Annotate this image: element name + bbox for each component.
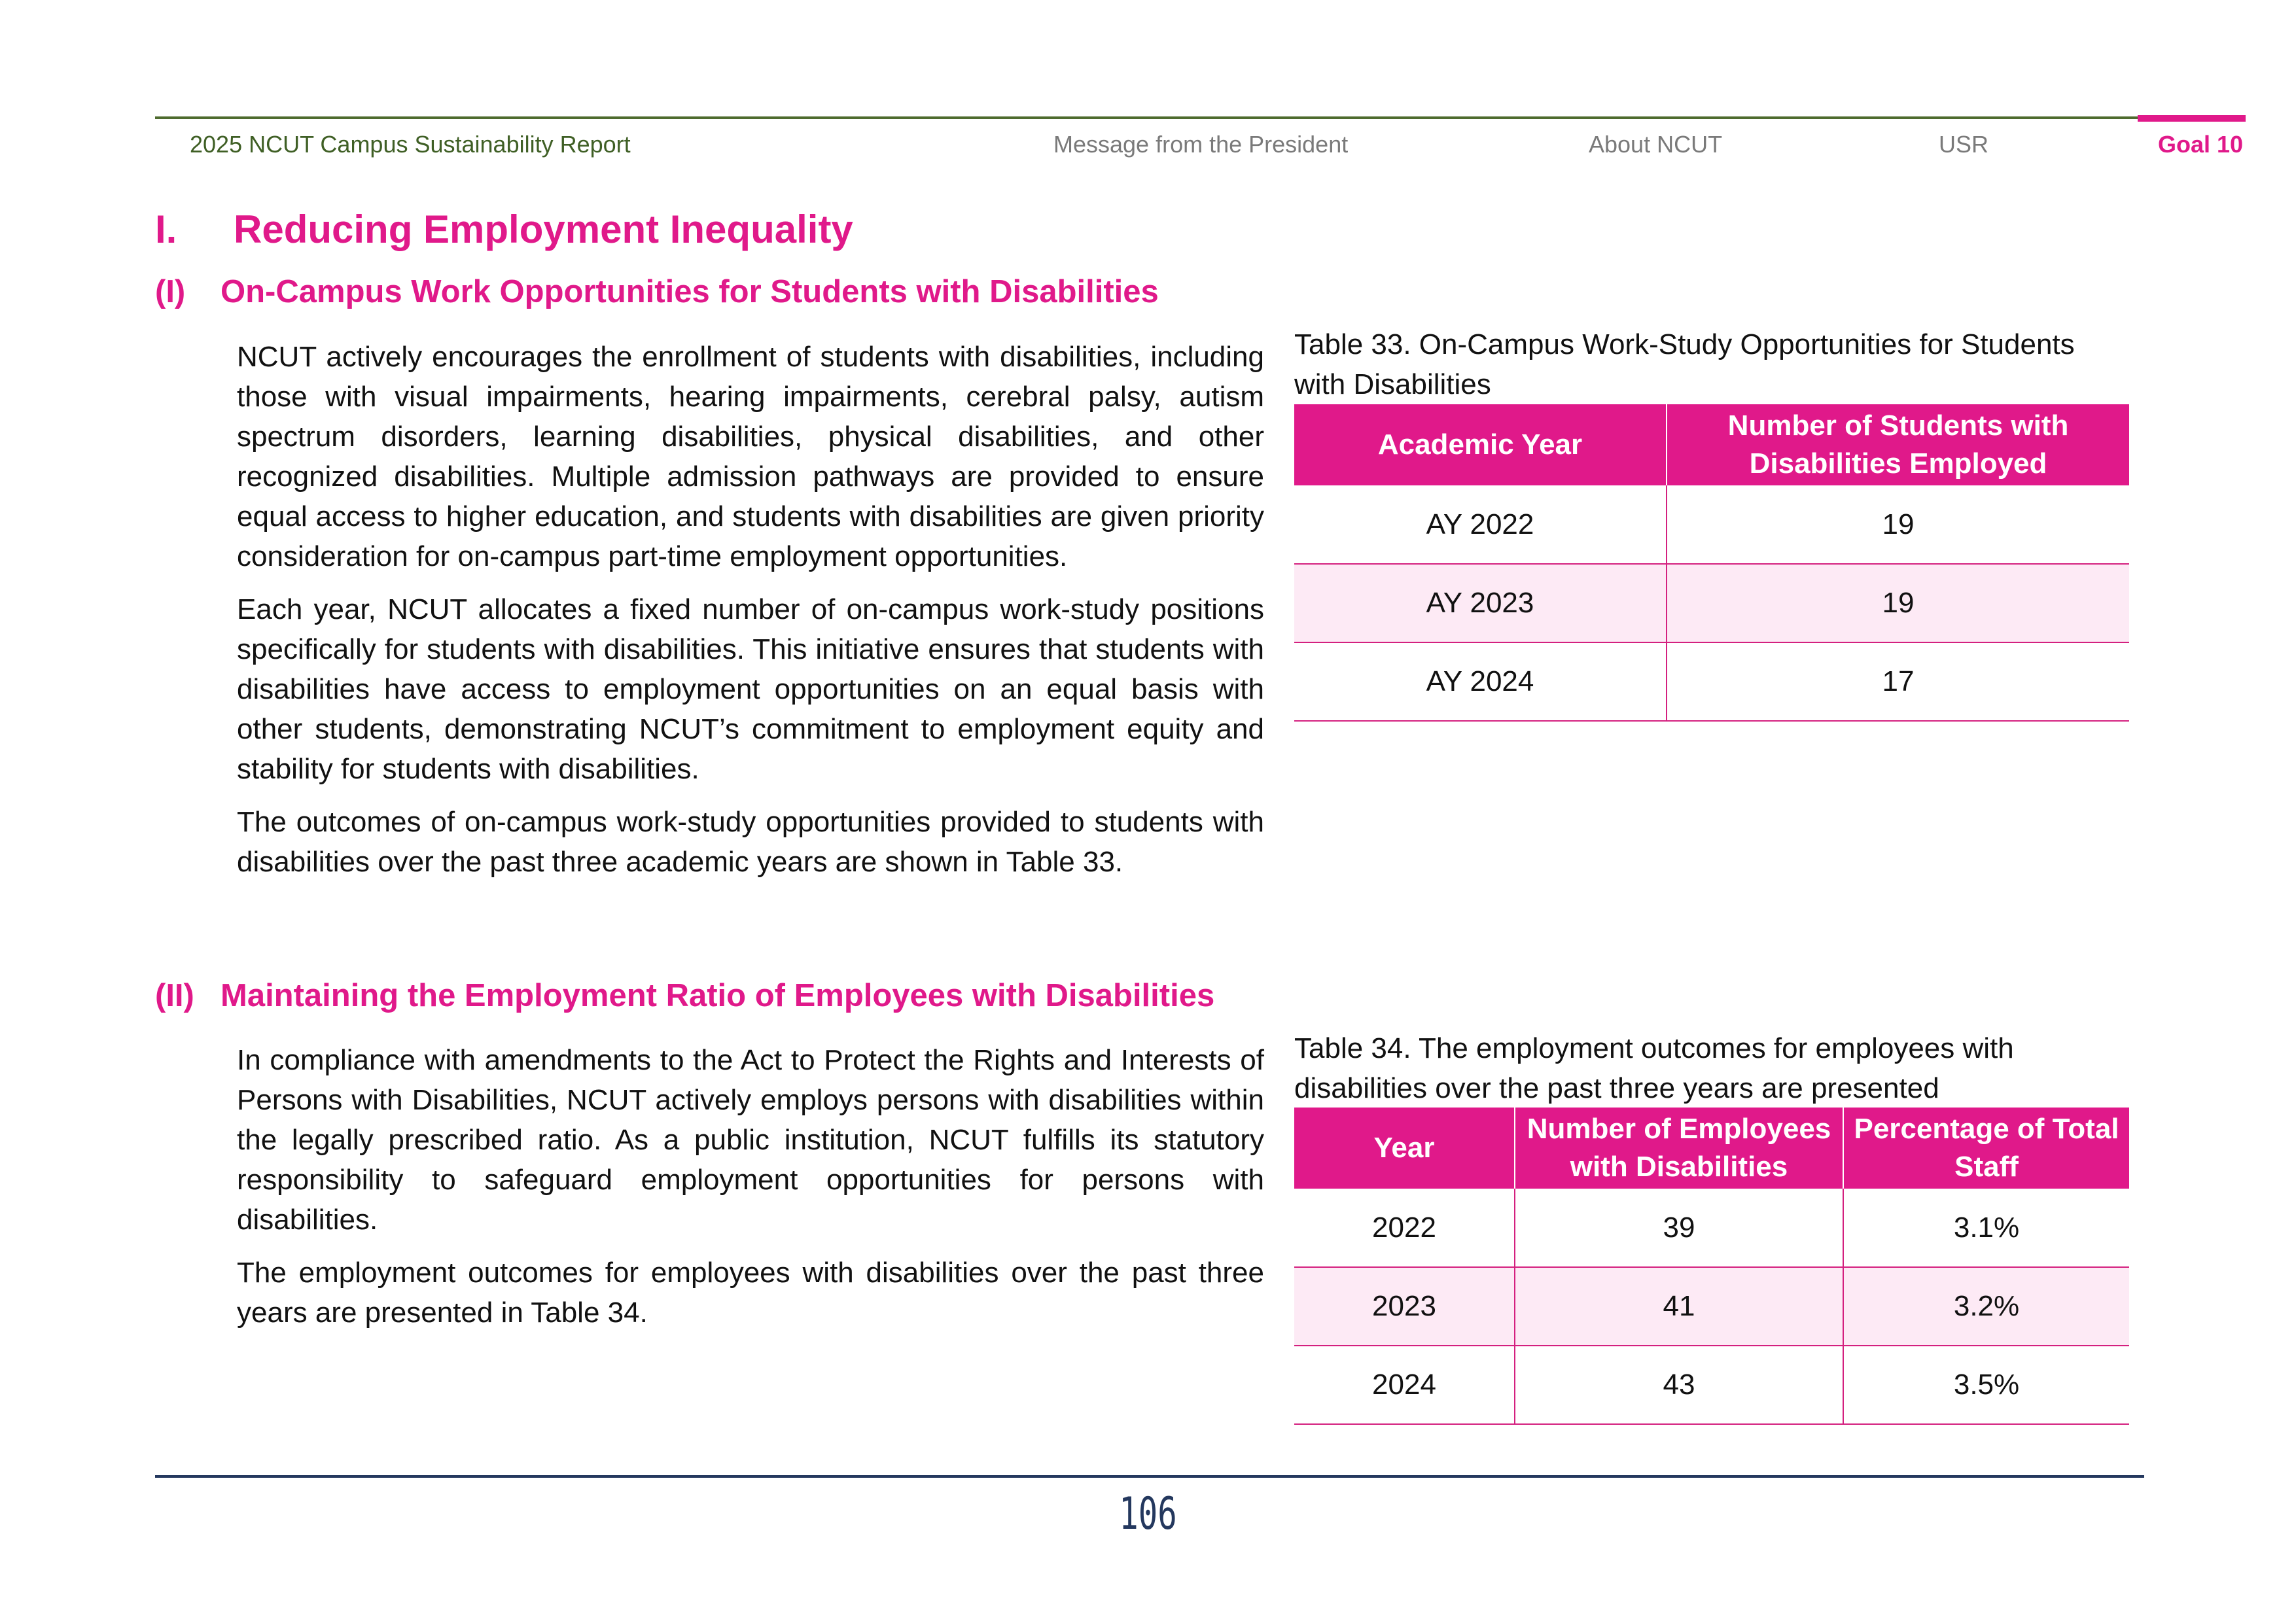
table-header-cell: Percentage of Total Staff <box>1843 1108 2129 1189</box>
nav-about-ncut[interactable]: About NCUT <box>1589 131 1723 158</box>
table-cell: AY 2024 <box>1294 642 1667 721</box>
nav-usr[interactable]: USR <box>1939 131 1989 158</box>
table-cell: 2023 <box>1294 1267 1515 1346</box>
table-cell: 3.1% <box>1843 1189 2129 1267</box>
nav-message-from-president[interactable]: Message from the President <box>1053 131 1349 158</box>
table-cell: 2022 <box>1294 1189 1515 1267</box>
table-header-cell: Academic Year <box>1294 404 1667 485</box>
table-row <box>1294 1267 2129 1346</box>
table-34-caption: Table 34. The employment outcomes for employees with disabilities over the past three years are presented <box>1294 1032 2014 1104</box>
paragraph: The outcomes of on-campus work-study opportunities provided to students with disabilities over the past three academic years are shown in Table 33. <box>237 806 1264 878</box>
table-cell: 19 <box>1667 485 2129 564</box>
table-row <box>1294 1346 2129 1424</box>
paragraph: Each year, NCUT allocates a fixed number of on-campus work-study positions specifically for students with disabilities. This initiative ensures that students with disabilities have access to employment opportunities on an equal basis with other students, demonstrating NCUT’s commitment to employment equity and stability for students with disabilities. <box>237 593 1264 785</box>
subsection-1-heading <box>155 273 1159 310</box>
paragraph: NCUT actively encourages the enrollment of students with disabilities, including those with visual impairments, hearing impairments, cerebral palsy, autism spectrum disorders, learning disabilities, physical disabilities, and other recognized disabilities. Multiple admission pathways are provided to ensure equal access to higher education, and students with disabilities are given priority consideration for on-campus part-time employment opportunities. <box>237 341 1264 572</box>
subsection-2-heading <box>155 977 1214 1014</box>
table-row <box>1294 564 2129 642</box>
table-header-cell: Number of Employees with Disabilities <box>1515 1108 1843 1189</box>
paragraph: The employment outcomes for employees with disabilities over the past three years are presented in Table 34. <box>237 1257 1264 1329</box>
table-row <box>1294 642 2129 721</box>
subsection-2-body <box>237 1040 1264 1346</box>
table-cell: 41 <box>1515 1267 1843 1346</box>
subsection-1-title: On-Campus Work Opportunities for Students with Disabilities <box>221 274 1159 309</box>
table-header-cell: Year <box>1294 1108 1515 1189</box>
table-header-cell: Number of Students with Disabilities Employed <box>1667 404 2129 485</box>
table-34 <box>1294 1108 2129 1425</box>
table-cell: AY 2022 <box>1294 485 1667 564</box>
section-heading <box>155 207 853 252</box>
table-cell: 19 <box>1667 564 2129 642</box>
header-rule <box>155 116 2138 119</box>
section-title: Reducing Employment Inequality <box>234 207 853 251</box>
table-33-caption: Table 33. On-Campus Work-Study Opportunities for Students with Disabilities <box>1294 328 2075 400</box>
table-cell: AY 2023 <box>1294 564 1667 642</box>
subsection-2-title: Maintaining the Employment Ratio of Employees with Disabilities <box>221 978 1215 1013</box>
table-cell: 2024 <box>1294 1346 1515 1424</box>
table-cell: 43 <box>1515 1346 1843 1424</box>
goal-tab-marker <box>2138 115 2246 122</box>
table-cell: 3.2% <box>1843 1267 2129 1346</box>
paragraph: In compliance with amendments to the Act to Protect the Rights and Interests of Persons with Disabilities, NCUT actively employs persons with disabilities within the legally prescribed ratio. As a public institution, NCUT fulfills its statutory responsibility to safeguard employment opportunities for persons with disabilities. <box>237 1044 1264 1236</box>
subsection-1-body <box>237 337 1264 895</box>
section-number: I. <box>155 207 177 251</box>
table-cell: 39 <box>1515 1189 1843 1267</box>
table-cell: 3.5% <box>1843 1346 2129 1424</box>
table-33 <box>1294 404 2129 722</box>
table-row <box>1294 485 2129 564</box>
table-cell: 17 <box>1667 642 2129 721</box>
report-title: 2025 NCUT Campus Sustainability Report <box>190 131 631 158</box>
page-number: 106 <box>1119 1488 1177 1540</box>
table-row <box>1294 1189 2129 1267</box>
subsection-2-number: (II) <box>155 978 194 1013</box>
subsection-1-number: (I) <box>155 274 186 309</box>
nav-goal-10[interactable]: Goal 10 <box>2158 131 2244 158</box>
footer-rule <box>155 1475 2144 1478</box>
